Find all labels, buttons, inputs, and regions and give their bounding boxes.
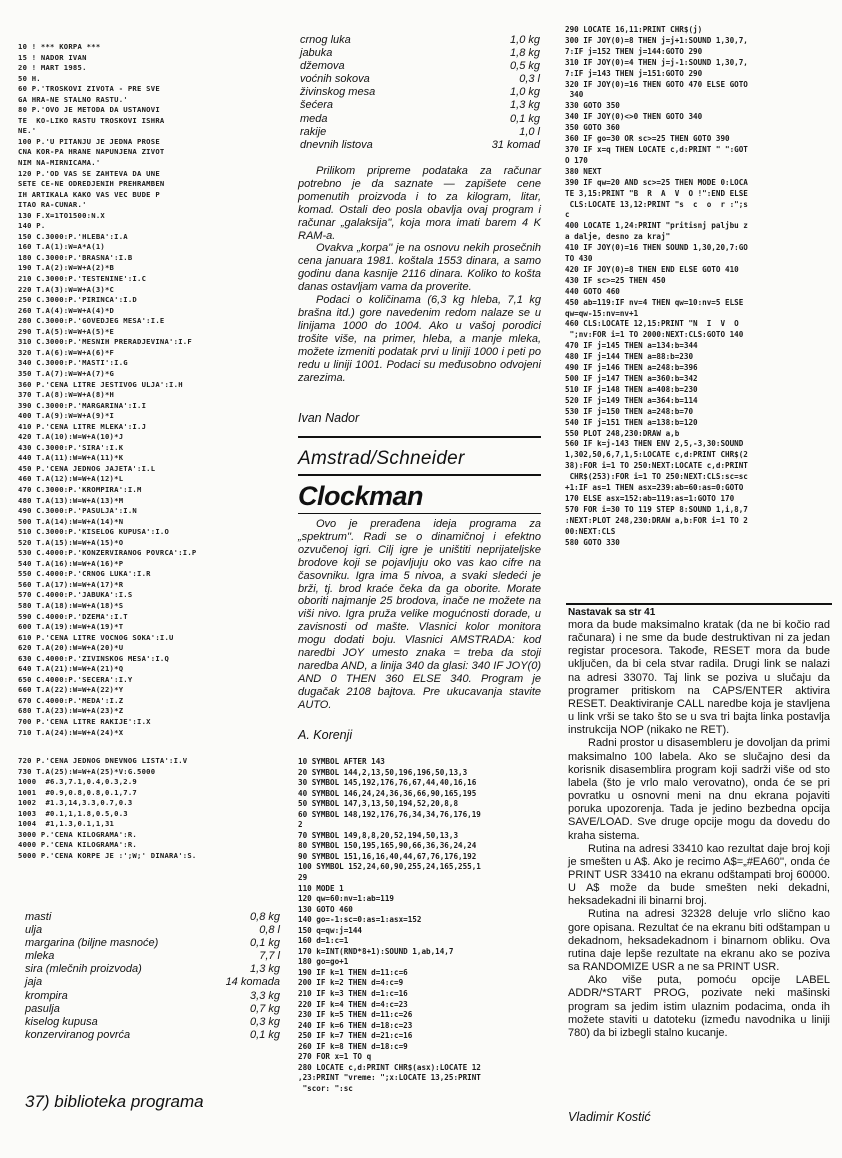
code-line: 40 SYMBOL 146,24,24,36,36,66,90,165,195 [298, 788, 477, 798]
code-line: SETE CE-NE ODREDJENIH PREHRAMBEN [18, 179, 165, 189]
item-amount: 0,1 kg [510, 112, 540, 125]
item-amount: 0,7 kg [250, 1002, 280, 1015]
item-name: crnog luka [300, 34, 351, 46]
code-line: 640 T.A(21):W=W+A(21)*Q [18, 664, 124, 674]
korpa-article-body [298, 165, 541, 384]
code-line: 20 SYMBOL 144,2,13,50,196,196,50,13,3 [298, 767, 468, 777]
code-line: 10 SYMBOL AFTER 143 [298, 757, 385, 766]
code-line: 250 IF k=7 THEN d=21:c=16 [298, 1031, 413, 1041]
code-line: 170 ELSE asx=152:ab=119:as=1:GOTO 170 [565, 493, 735, 503]
code-line: 310 C.3000:P.'MESNIH PRERADJEVINA':I.F [18, 337, 192, 347]
title-underline [298, 513, 541, 514]
code-line: 350 GOTO 360 [565, 123, 620, 133]
clockman-article-body [298, 518, 541, 712]
item-name: jabuka [300, 47, 333, 60]
item-amount: 0,3 l [519, 73, 540, 86]
code-line: 610 P.'CENA LITRE VOCNOG SOKA':I.U [18, 632, 174, 642]
code-line: 400 LOCATE 1,24:PRINT "pritisnj paljbu z [565, 221, 748, 231]
code-line: 290 LOCATE 16,11:PRINT CHR$(j) [565, 25, 703, 34]
code-line: TE 3,15:PRINT "B R A V O !":END ELSE [565, 188, 748, 198]
code-line: 440 GOTO 460 [565, 286, 620, 296]
code-line: ";nv:FOR i=1 TO 2000:NEXT:CLS:GOTO 140 [565, 330, 744, 340]
code-line: 360 P.'CENA LITRE JESTIVOG ULJA':I.H [18, 379, 183, 389]
item-amount: 14 komada [225, 976, 280, 989]
code-line: 380 NEXT [565, 166, 602, 176]
code-line: 590 C.4000:P.'DZEMA':I.T [18, 611, 128, 621]
item-name: rakije [300, 125, 327, 138]
code-line: 420 IF JOY(0)=8 THEN END ELSE GOTO 410 [565, 264, 739, 274]
code-line: 570 C.4000:P.'JABUKA':I.S [18, 590, 133, 600]
code-line: 1001 #0.9,0.8,0.8,0.1,7.7 [18, 787, 138, 797]
code-line: 490 C.3000:P.'PASULJA':I.N [18, 506, 138, 516]
code-line: 230 IF k=5 THEN d=11:c=26 [298, 1010, 413, 1020]
code-line: 580 T.A(18):W=W+A(18)*S [18, 600, 124, 610]
code-line: 480 T.A(13):W=W+A(13)*M [18, 495, 124, 505]
code-line: 160 d=1:c=1 [298, 936, 349, 946]
code-line: 360 IF go=30 OR sc>=25 THEN GOTO 390 [565, 134, 730, 144]
quantity-row [300, 73, 540, 86]
item-name: kiselog kupusa [25, 1015, 98, 1028]
code-line: CNA KOR-PA HRANE NAPUNJENA ZIVOT [18, 147, 165, 157]
item-name: pasulja [25, 1002, 60, 1015]
code-line: 320 T.A(6):W=W+A(6)*F [18, 347, 115, 357]
section-label: Amstrad/Schneider [298, 448, 465, 469]
quantity-row [25, 990, 280, 1003]
code-line: 1004 #1,1.3,0.1,1,31 [18, 819, 115, 829]
code-line: TO 430 [565, 254, 593, 264]
code-line: 90 SYMBOL 151,16,16,40,44,67,76,176,192 [298, 851, 477, 861]
code-line: 620 T.A(20):W=W+A(20)*U [18, 643, 124, 653]
quantity-row [300, 126, 540, 139]
code-line: 240 IF k=6 THEN d=18:c=23 [298, 1020, 413, 1030]
author-ivan-nador: Ivan Nador [298, 411, 360, 425]
code-line: 120 qw=60:nv=1:ab=119 [298, 894, 395, 904]
item-amount: 1,0 kg [510, 86, 540, 99]
code-line: 320 IF JOY(0)=16 THEN GOTO 470 ELSE GOTO [565, 79, 748, 89]
code-line: 730 T.A(25):W=W+A(25)*V:G.5000 [18, 766, 156, 776]
item-amount: 0,8 l [259, 924, 280, 937]
item-name: margarina (biljne masnoće) [25, 937, 159, 950]
code-line: 250 C.3000:P.'PIRINCA':I.D [18, 295, 138, 305]
code-line: 680 T.A(23):W=W+A(23)*Z [18, 706, 124, 716]
code-line: 190 IF k=1 THEN d=11:c=6 [298, 967, 408, 977]
item-amount: 1,8 kg [510, 47, 540, 60]
paragraph: Rutina na adresi 32328 deluje vrlo slično kao gore opisana. Rezultat će na ekranu biti odštampan u dekadnom, heksadekadnom i binarnom obliku. Ova rutina daje lepše rezultate na ekranu ako se poziva sa RANDOMIZE USR a ne sa PRINT USR. [568, 908, 830, 974]
code-line: 670 C.4000:P.'MEDA':I.Z [18, 695, 124, 705]
code-line: 390 C.3000:P.'MARGARINA':I.I [18, 400, 147, 410]
item-amount: 3,3 kg [250, 989, 280, 1002]
paragraph: Ovo je prerađena ideja programa za „spektrum''. Radi se o dinamičnoj i efektno ozvučenoj igri. Cilj igre je uništiti neprijateljske brodove koji se pojavljuju oko vas kao cifre na časovniku. Igra ima 5 nivoa, a svaki sledeći je brži, tj. brod kraće čeka da ga oborite. Morate oboriti najmanje 25 brodova, inače ne možete na viši nivo. Igra pruža velike mogućnosti dorade, u zavisnosti od mašte. Vlasnici kolor monitora mogu dodati boju. Vlasnici AMSTRADA: kod naredbi JOY umesto znaka = treba da stoji naredba AND, a linija 340 da glasi: 340 IF JOY(0) AND 0 THEN 360 ELSE 340. Program je dugačak 2108 bajtova. Pre ukucavanja stavite AUTO. [298, 518, 541, 711]
code-line: 150 q=qw:j=144 [298, 925, 363, 935]
code-line: 130 F.X=1TO1500:N.X [18, 210, 105, 220]
item-amount: 1,3 kg [510, 99, 540, 112]
code-line: 120 P.'OD VAS SE ZAHTEVA DA UNE [18, 168, 160, 178]
code-line: 340 [565, 90, 584, 100]
section-divider-top [298, 436, 541, 438]
code-line: 2 [298, 820, 303, 830]
code-line: 290 T.A(5):W=W+A(5)*E [18, 326, 115, 336]
quantity-row [25, 1029, 280, 1042]
code-line: 200 IF k=2 THEN d=4:c=9 [298, 978, 404, 988]
quantity-table-left [25, 911, 280, 1042]
quantity-row [300, 47, 540, 60]
item-amount: 1,0 kg [510, 34, 540, 46]
code-line: NIM NA-MIRNICAMA.' [18, 158, 101, 168]
code-line: 50 H. [18, 73, 41, 83]
paragraph: Ovakva „korpa'' je na osnovu nekih prosečnih cena januara 1981. koštala 1553 dinara, a samo godinu dana kasnije 2116 dinara. Koliko to košta danas ostavljam vama da proverite. [298, 242, 541, 294]
code-line: 60 SYMBOL 148,192,176,76,34,34,76,176,19 [298, 809, 481, 819]
code-line: 490 IF j=146 THEN a=248:b=396 [565, 363, 698, 373]
continuation-divider [566, 603, 832, 605]
clockman-listing-part2 [565, 25, 748, 549]
code-line: 720 P.'CENA JEDNOG DNEVNOG LISTA':I.V [18, 756, 188, 765]
code-line: 340 C.3000:P.'MASTI':I.G [18, 358, 128, 368]
item-name: voćnih sokova [300, 73, 370, 86]
code-line: 440 T.A(11):W=W+A(11)*K [18, 453, 124, 463]
code-line: 470 C.3000:P.'KROMPIRA':I.M [18, 484, 142, 494]
item-name: džemova [300, 60, 345, 73]
item-name: mleka [25, 950, 55, 963]
item-amount: 0,5 kg [510, 60, 540, 73]
code-line: 510 IF j=148 THEN a=408:b=230 [565, 384, 698, 394]
code-line: 600 T.A(19):W=W+A(19)*T [18, 622, 124, 632]
code-line: 450 P.'CENA JEDNOG JAJETA':I.L [18, 463, 156, 473]
code-line: 560 IF k=j-143 THEN ENV 2,5,-3,30:SOUND [565, 439, 744, 449]
code-line: +1:IF as=1 THEN asx=239:ab=60:as=0:GOTO [565, 483, 744, 493]
quantity-row [300, 139, 540, 152]
item-amount: 0,1 kg [250, 1028, 280, 1041]
paragraph: Podaci o količinama (6,3 kg hleba, 7,1 kg brašna itd.) gore navedenim redom nalaze se u linijama 1000 do 1004. Ako u vašoj porodici trošite više, na primer, hleba, a manje mleka, možete izmeniti podatak prvi u liniji 1000 i peti po redu u liniji 1001. Podaci su međusobno odvojeni zarezima. [298, 294, 541, 384]
item-amount: 7,7 l [259, 950, 280, 963]
code-line: 550 PLOT 248,230:DRAW a,b [565, 428, 680, 438]
code-line: 330 GOTO 350 [565, 101, 620, 111]
code-line: 130 GOTO 460 [298, 904, 353, 914]
code-line: 430 IF sc>=25 THEN 450 [565, 275, 666, 285]
code-line: IH ARTIKALA KAKO VAS VEC BUDE P [18, 189, 160, 199]
code-line: 70 SYMBOL 149,8,8,20,52,194,50,13,3 [298, 830, 459, 840]
code-line: 430 C.3000:P.'SIRA':I.K [18, 442, 124, 452]
code-line: 650 C.4000:P.'SECERA':I.Y [18, 674, 133, 684]
code-line: 140 go=-1:sc=0:as=1:asx=152 [298, 915, 422, 925]
quantity-row [300, 34, 540, 47]
code-line: 630 C.4000:P.'ZIVINSKOG MESA':I.Q [18, 653, 170, 663]
code-line: GA HRA-NE STALNO RASTU.' [18, 94, 128, 104]
korpa-listing [18, 42, 197, 738]
code-line: c [565, 210, 570, 220]
code-line: 370 T.A(8):W=W+A(8)*H [18, 390, 115, 400]
continuation-body [568, 619, 830, 1040]
code-line: 20 ! MART 1985. [18, 63, 87, 73]
korpa-listing-continued [18, 756, 197, 861]
code-line: 1002 #1.3,14,3.3,0.7,0.3 [18, 798, 133, 808]
code-line: 470 IF j=145 THEN a=134:b=344 [565, 341, 698, 351]
code-line: O 170 [565, 155, 588, 165]
code-line: 170 k=INT(RND*8+1):SOUND 1,ab,14,7 [298, 946, 454, 956]
code-line: 180 go=go+1 [298, 957, 349, 967]
paragraph: Rutina na adresi 33410 kao rezultat daje broj koji je smešten u A$. Ako je recimo A$=„#EA60'', onda će PRINT USR 33410 na ekranu odštampati broj 60000. U A$ može da bude smešten neki dekadni, heksadekadni ili binarni broj. [568, 842, 830, 908]
code-line: 510 C.3000:P.'KISELOG KUPUSA':I.O [18, 527, 170, 537]
code-line: 520 IF j=149 THEN a=364:b=114 [565, 395, 698, 405]
code-line: 520 T.A(15):W=W+A(15)*O [18, 537, 124, 547]
code-line: 1000 #6.3,7.1,0.4,0.3,2.9 [18, 777, 138, 787]
item-amount: 0,3 kg [250, 1015, 280, 1028]
code-line: 29 [298, 873, 308, 883]
item-name: konzerviranog povrća [25, 1028, 131, 1041]
code-line: 60 P.'TROSKOVI ZIVOTA - PRE SVE [18, 84, 160, 94]
quantity-row [25, 1003, 280, 1016]
code-line: 80 SYMBOL 150,195,165,90,66,36,36,24,24 [298, 841, 477, 851]
quantity-row [25, 963, 280, 976]
code-line: 270 FOR x=1 TO q [298, 1052, 372, 1062]
code-line: 7:IF j=143 THEN j=151:GOTO 290 [565, 68, 703, 78]
code-line: 3000 P.'CENA KILOGRAMA':R. [18, 829, 138, 839]
author-a-korenji: A. Korenji [298, 728, 353, 742]
code-line: 400 T.A(9):W=W+A(9)*I [18, 411, 115, 421]
code-line: 300 IF JOY(0)=8 THEN j=j+1:SOUND 1,30,7, [565, 35, 748, 45]
code-line: 210 IF k=3 THEN d=1:c=16 [298, 989, 408, 999]
code-line: ,23:PRINT "vreme: ";x:LOCATE 13,25:PRINT [298, 1073, 481, 1083]
code-line: 530 IF j=150 THEN a=248:b=70 [565, 406, 694, 416]
code-line: 350 T.A(7):W=W+A(7)*G [18, 368, 115, 378]
code-line: CLS:LOCATE 13,12:PRINT "s c o r :";s [565, 199, 748, 209]
item-name: krompira [25, 989, 68, 1002]
item-amount: 31 komad [491, 138, 540, 151]
quantity-row [300, 60, 540, 73]
code-line: 260 T.A(4):W=W+A(4)*D [18, 305, 115, 315]
author-vladimir-kostic: Vladimir Kostić [568, 1110, 651, 1124]
code-line: 370 IF x=q THEN LOCATE c,d:PRINT " ":GOT [565, 144, 748, 154]
item-amount: 1,3 kg [250, 963, 280, 976]
quantity-row [300, 113, 540, 126]
code-line: 390 IF qw=20 AND sc>=25 THEN MODE 0:LOCA [565, 177, 748, 187]
code-line: 4000 P.'CENA KILOGRAMA':R. [18, 840, 138, 850]
item-name: jaja [25, 976, 43, 989]
code-line: 260 IF k=8 THEN d=18:c=9 [298, 1041, 408, 1051]
item-amount: 0,1 kg [250, 937, 280, 950]
code-line: 100 SYMBOL 152,24,60,90,255,24,165,255,1 [298, 862, 481, 872]
item-name: meda [300, 112, 328, 125]
code-line: "scor: ":sc [298, 1083, 353, 1093]
code-line: 560 T.A(17):W=W+A(17)*R [18, 579, 124, 589]
code-line: 340 IF JOY(0)<>0 THEN GOTO 340 [565, 112, 703, 122]
quantity-row [300, 99, 540, 112]
code-line: 7:IF j=152 THEN j=144:GOTO 290 [565, 46, 703, 56]
code-line: 15 ! NADOR IVAN [18, 52, 87, 62]
code-line: CHR$(253):FOR i=1 TO 250:NEXT:CLS:sc=sc [565, 472, 748, 482]
code-line: 710 T.A(24):W=W+A(24)*X [18, 727, 124, 737]
program-title: Clockman [298, 481, 424, 511]
section-divider-middle [298, 474, 541, 476]
code-line: 80 P.'OVO JE METODA DA USTANOVI [18, 105, 160, 115]
continuation-title: Nastavak sa str 41 [568, 607, 656, 618]
clockman-listing-part1 [298, 757, 481, 1095]
quantity-row [25, 924, 280, 937]
code-line: 220 IF k=4 THEN d=4:c=23 [298, 999, 408, 1009]
code-line: 1,302,50,6,7,1,5:LOCATE c,d:PRINT CHR$(2 [565, 450, 748, 460]
code-line: 700 P.'CENA LITRE RAKIJE':I.X [18, 717, 151, 726]
code-line: 460 T.A(12):W=W+A(12)*L [18, 474, 124, 484]
quantity-row [25, 950, 280, 963]
code-line: 110 MODE 1 [298, 883, 344, 893]
code-line: 190 T.A(2):W=W+A(2)*B [18, 263, 115, 273]
code-line: NE.' [18, 126, 37, 136]
paragraph: Prilikom pripreme podataka za računar potrebno je da saznate — zapišete cene pomenutih proizvoda i to za kilogram, litar, komad. Ostali deo posla obavlja ovaj program i računar „galaksija'', koja mora imati barem 4 K RAM-a. [298, 165, 541, 242]
code-line: 50 SYMBOL 147,3,13,50,194,52,20,8,8 [298, 799, 459, 809]
code-line: 420 T.A(10):W=W+A(10)*J [18, 432, 124, 442]
code-line: 450 ab=119:IF nv=4 THEN qw=10:nv=5 ELSE [565, 297, 744, 307]
code-line: 460 CLS:LOCATE 12,15:PRINT "N I V O [565, 319, 739, 329]
item-name: sira (mlečnih proizvoda) [25, 963, 142, 976]
code-line: 100 P.'U PITANJU JE JEDNA PROSE [18, 136, 160, 146]
item-name: ulja [25, 924, 43, 937]
code-line: 220 T.A(3):W=W+A(3)*C [18, 284, 115, 294]
item-name: živinskog mesa [300, 86, 376, 99]
quantity-row [25, 976, 280, 989]
code-line: :NEXT:PLOT 248,230:DRAW a,b:FOR i=1 TO 2 [565, 515, 748, 525]
item-amount: 0,8 kg [250, 911, 280, 923]
code-line: 410 IF JOY(0)=16 THEN SOUND 1,30,20,7:GO [565, 243, 748, 253]
code-line: 660 T.A(22):W=W+A(22)*Y [18, 685, 124, 695]
quantity-row [25, 911, 280, 924]
code-line: 310 IF JOY(0)=4 THEN j=j-1:SOUND 1,30,7, [565, 57, 748, 67]
code-line: 410 P.'CENA LITRE MLEKA':I.J [18, 421, 147, 431]
quantity-row [25, 1016, 280, 1029]
code-line: 570 FOR i=30 TO 119 STEP 8:SOUND 1,i,8,7 [565, 504, 748, 514]
code-line: 210 C.3000:P.'TESTENINE':I.C [18, 274, 147, 284]
code-line: 540 IF j=151 THEN a=138:b=120 [565, 417, 698, 427]
page-footer: 37) biblioteka programa [25, 1092, 204, 1111]
quantity-row [25, 937, 280, 950]
code-line: 10 ! *** KORPA *** [18, 42, 101, 51]
paragraph: Ako više puta, pomoću opcije LABEL ADDR/*START PROG, pozivate neki mašinski program sa jedim istim ulaznim podacima, onda ih možete staviti u datoteku (između navodnika u liniji 780) da bi izbegli stalno kucanje. [568, 974, 830, 1039]
code-line: 5000 P.'CENA KORPE JE :';W;' DINARA':S. [18, 850, 197, 860]
code-line: TE KO-LIKO RASTU TROSKOVI ISHRA [18, 115, 165, 125]
paragraph: Radni prostor u disasembleru je dovoljan da primi maksimalno 100 labela. Ako se slučajno desi da korisnik disasemblira program koji sadrži više od sto labela (što je vrlo malo verovatno), onda će se pri povratku u osnovni meni na dnu ekrana pojaviti poruka upozorenja. Tada je jedino bezbedna opcija SAVE/LOAD. Sve druge opcije mogu da dovedu do kraha sistema. [568, 737, 830, 842]
item-name: dnevnih listova [300, 138, 373, 151]
code-line: 00:NEXT:CLS [565, 526, 616, 536]
code-line: 500 IF j=147 THEN a=360:b=342 [565, 374, 698, 383]
code-line: ITAO RA-CUNAR.' [18, 200, 87, 210]
code-line: 30 SYMBOL 145,192,176,76,67,44,40,16,16 [298, 778, 477, 788]
item-amount: 1,0 l [519, 125, 540, 138]
code-line: 540 T.A(16):W=W+A(16)*P [18, 558, 124, 568]
code-line: 580 GOTO 330 [565, 537, 620, 547]
code-line: 500 T.A(14):W=W+A(14)*N [18, 516, 124, 526]
code-line: 280 LOCATE c,d:PRINT CHR$(asx):LOCATE 12 [298, 1062, 481, 1072]
quantity-table-mid [300, 34, 540, 152]
code-line: 180 C.3000:P.'BRASNA':I.B [18, 252, 133, 262]
code-line: 550 C.4000:P.'CRNOG LUKA':I.R [18, 569, 151, 579]
code-line: 480 IF j=144 THEN a=88:b=230 [565, 352, 694, 362]
item-name: šećera [300, 99, 334, 112]
code-line: 160 T.A(1):W=A*A(1) [18, 242, 105, 252]
code-line: a dalje, desno za kraj" [565, 232, 671, 242]
code-line: 38):FOR i=1 TO 250:NEXT:LOCATE c,d:PRINT [565, 461, 748, 471]
paragraph: mora da bude maksimalno kratak (da ne bi kočio rad računara) i ne sme da bude destruktivan ni za jedan registar procesora. Takođe, RESET mora da bude uključen, da bi cela stvar radila. Drugi link se nalazi na adresi 33070. Taj link se poziva u slučaju da programer pritiskom na CAPS/ENTER aktivira RESET. Deaktiviranje CALL naredbe koja je stavljena u link vrši se tako što se u sva tri bajta linka postavlja instrukcija NOP (nikako ne RET). [568, 619, 830, 737]
code-line: 530 C.4000:P.'KONZERVIRANOG POVRCA':I.P [18, 548, 197, 558]
code-line: 150 C.3000:P.'HLEBA':I.A [18, 231, 128, 241]
code-line: 280 C.3000:P.'GOVEDJEG MESA':I.E [18, 316, 165, 326]
code-line: 1003 #0.1,1,1.8,0.5,0.3 [18, 808, 128, 818]
code-line: qw=qw-15:nv=nv+1 [565, 308, 639, 318]
code-line: 140 P. [18, 221, 46, 231]
item-name: masti [25, 911, 52, 923]
quantity-row [300, 86, 540, 99]
